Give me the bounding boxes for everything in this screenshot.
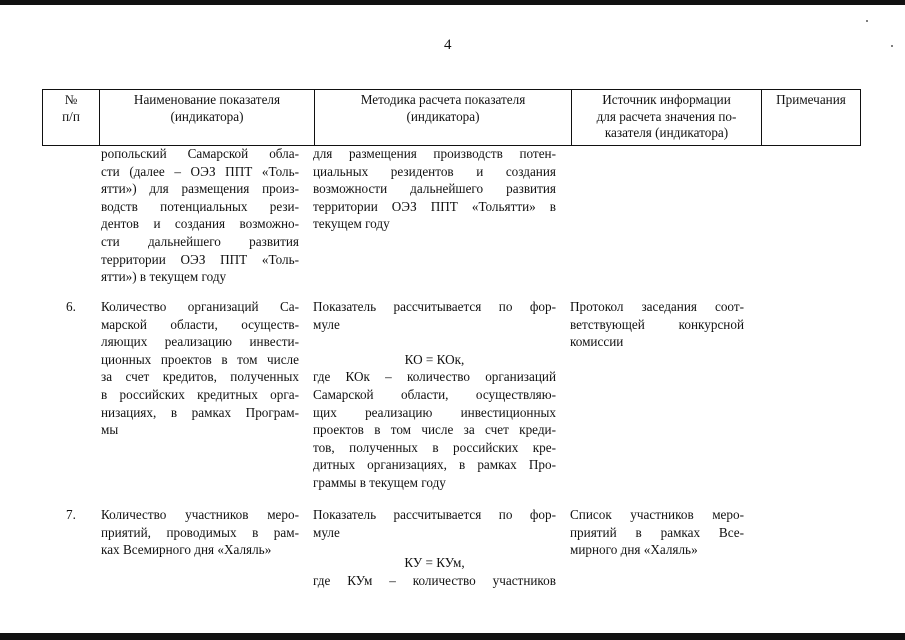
text-line: сти дальнейшего развития [101,233,299,249]
text-line: ятти») для размещения произ- [101,181,299,197]
header-line: казателя (индикатора) [604,125,729,140]
text-line: муле [313,524,340,540]
text-line: ках Всемирного дня «Халяль» [101,542,272,558]
text-line: дитных организациях, в рамках Про- [313,457,556,473]
scan-edge-top [0,0,905,5]
text-line: где КУм – количество участников [313,572,556,588]
text-line: водств потенциальных рези- [101,198,299,214]
text-line: ляющих реализацию инвести- [101,334,299,350]
text-line [313,541,556,554]
header-cell-source [571,90,761,145]
text-line: проектов в том числе за счет креди- [313,422,556,438]
text-line: территории ОЭЗ ППТ «Тольятти» в [313,198,556,214]
table-header [42,89,861,146]
page-number: 4 [444,37,452,53]
row-7-name [101,506,299,559]
header-cell-notes [761,90,861,145]
text-line: марской области, осуществ- [101,316,299,332]
header-line: (индикатора) [406,108,480,124]
text-line: мы [101,422,119,438]
text-line: Показатель рассчитывается по фор- [313,299,556,314]
header-cell-indicator-name [99,90,314,145]
text-line: Количество участников меро- [101,507,299,522]
text-line: где КОк – количество организаций [313,369,556,385]
row-number: 7. [66,507,76,522]
row-number: 6. [66,299,76,314]
text-line: Показатель рассчитывается по фор- [313,507,556,522]
row-continuation-method [313,145,556,233]
text-line: сти (далее – ОЭЗ ППТ «Толь- [101,163,299,179]
row-6-name [101,298,299,439]
text-line: текущем году [313,216,390,232]
text-line: Самарской области, осуществляю- [313,386,556,402]
text-line: комиссии [570,334,624,350]
scan-speck [891,45,893,47]
text-line: низациях, в рамках Програм- [101,404,299,420]
formula: КО = КОк, [404,351,465,367]
text-line: мирного дня «Халяль» [570,542,698,558]
header-line: (индикатора) [170,108,244,124]
text-line: щих реализацию инвестиционных [313,404,556,420]
text-line: муле [313,316,340,332]
text-line: за счет кредитов, полученных [101,369,299,385]
text-line: граммы в текущем году [313,474,446,490]
text-line: возможности дальнейшего развития [313,181,556,197]
text-line: ятти») в текущем году [101,269,227,285]
scan-speck [866,20,868,22]
row-continuation-name [101,145,299,286]
text-line: ционных проектов в том числе [101,351,299,367]
text-line: Количество организаций Са- [101,299,299,314]
text-line: циальных резидентов и создания [313,163,556,179]
text-line [313,333,556,351]
header-line: Примечания [776,92,846,107]
text-line: приятий, проводимых в рам- [101,524,299,540]
header-line: Источник информации [602,92,731,107]
formula: КУ = КУм, [404,555,465,571]
row-6-method [313,298,556,492]
text-line: ропольский Самарской обла- [101,146,299,161]
text-line: дентов и создания возможно- [101,216,299,232]
row-6-source [570,298,744,351]
text-line: приятий в рамках Все- [570,524,744,540]
header-cell-method [314,90,571,145]
header-line: для расчета значения по- [596,108,737,124]
text-line: территории ОЭЗ ППТ «Толь- [101,251,299,267]
text-line: в российских кредитных орга- [101,386,299,402]
header-line: Методика расчета показателя [360,92,526,107]
header-line: Наименование показателя [133,92,281,107]
header-line: п/п [62,108,80,124]
header-cell-number [42,90,99,145]
header-line: № [64,92,78,107]
text-line: Список участников меро- [570,507,744,522]
scan-edge-bottom [0,633,905,640]
row-7-method [313,506,556,589]
text-line: Протокол заседания соот- [570,299,744,314]
text-line: ветствующей конкурсной [570,316,744,332]
row-7-source [570,506,744,559]
text-line: для размещения производств потен- [313,146,556,161]
text-line: тов, полученных в российских кре- [313,439,556,455]
